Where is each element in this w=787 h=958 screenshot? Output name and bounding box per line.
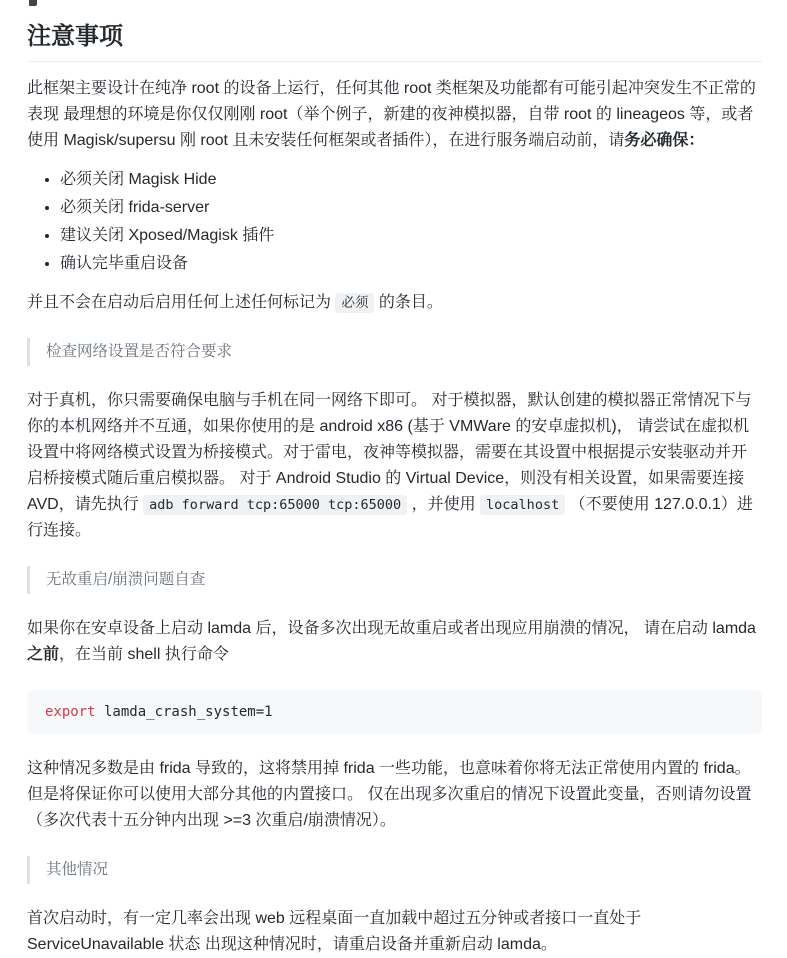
section-quote-network-check: 检查网络设置是否符合要求: [27, 338, 762, 366]
text-segment: 此框架主要设计在纯净 root 的设备上运行，任何其他 root 类框架及功能都有可能引起冲突发生不正常的表现 最理想的环境是你仅仅刚刚 root（举个例子，新建的夜神模拟器，自带 root 的 lineageos 等，或者使用 Magisk/supersu 刚 root 且未安装任何框架或者插件），在进行服务端启动前，请: [27, 80, 756, 149]
text-segment: 建议关闭 Xposed/Magisk 插件: [60, 227, 275, 244]
list-item-frida-server: [60, 195, 762, 221]
page-title: 注意事项: [27, 22, 762, 62]
text-segment: （不要使用 127.0.0.1）进行连接。: [27, 496, 753, 539]
section-quote-other: 其他情况: [27, 856, 762, 884]
clipped-text-fragment: [29, 0, 37, 6]
code-block: [27, 690, 762, 734]
text-segment: 首次启动时，有一定几率会出现 web 远程桌面一直加载中超过五分钟或者接口一直处于 ServiceUnavailable 状态 出现这种情况时，请重启设备并重新启动 lamda。: [27, 910, 642, 953]
frida-paragraph: [27, 756, 762, 834]
restart-paragraph: [27, 616, 762, 668]
text-segment: 必须关闭 frida-server: [60, 199, 210, 216]
intro-paragraph: [27, 76, 762, 154]
code-block-content: [45, 704, 273, 720]
text-segment: 如果你在安卓设备上启动 lamda 后，设备多次出现无故重启或者出现应用崩溃的情况， 请在启动 lamda: [27, 620, 756, 637]
after-list-paragraph: [27, 290, 762, 316]
text-segment: 对于真机，你只需要确保电脑与手机在同一网络下即可。 对于模拟器，默认创建的模拟器正常情况下与你的本机网络并不互通，如果你使用的是 android x86 (基于 VMWare 的安卓虚拟机)， 请尝试在虚拟机设置中将网络模式设置为桥接模式。对于雷电，夜神等模拟器，需要在其设置中根据提示安装驱动并开启桥接模式随后重启模拟器。 对于 Android Studio 的 Virtual Device，则没有相关设置，如果需要连接 AVD，请先执行: [27, 392, 752, 513]
bold-text: 之前: [27, 646, 60, 663]
inline-code: localhost: [480, 495, 565, 515]
precautions-list: [27, 167, 762, 277]
text-segment: 确认完毕重启设备: [60, 255, 189, 272]
inline-code: 必须: [335, 293, 374, 313]
text-segment: 并且不会在启动后启用任何上述任何标记为: [27, 294, 336, 311]
bold-text: 务必确保：: [624, 132, 705, 149]
text-segment: lamda_crash_system=1: [95, 704, 273, 720]
text-segment: 这种情况多数是由 frida 导致的，这将禁用掉 frida 一些功能，也意味着你将无法正常使用内置的 frida。 但是将保证你可以使用大部分其他的内置接口。 仅在出现多次重启的情况下设置此变量，否则请勿设置（多次代表十五分钟内出现 >=3 次重启/崩溃情况）。: [27, 760, 752, 829]
code-keyword: export: [45, 704, 96, 720]
other-paragraph: [27, 906, 762, 958]
list-item-xposed-magisk: [60, 223, 762, 249]
list-item-reboot-device: [60, 251, 762, 277]
list-item-magisk-hide: [60, 167, 762, 193]
text-segment: 必须关闭 Magisk Hide: [60, 171, 217, 188]
text-segment: ，在当前 shell 执行命令: [59, 646, 229, 663]
text-segment: 的条目。: [374, 294, 443, 311]
section-quote-restart-crash: 无故重启/崩溃问题自查: [27, 566, 762, 594]
inline-code: adb forward tcp:65000 tcp:65000: [143, 495, 407, 515]
text-segment: ，并使用: [407, 496, 481, 513]
network-paragraph: [27, 388, 762, 544]
